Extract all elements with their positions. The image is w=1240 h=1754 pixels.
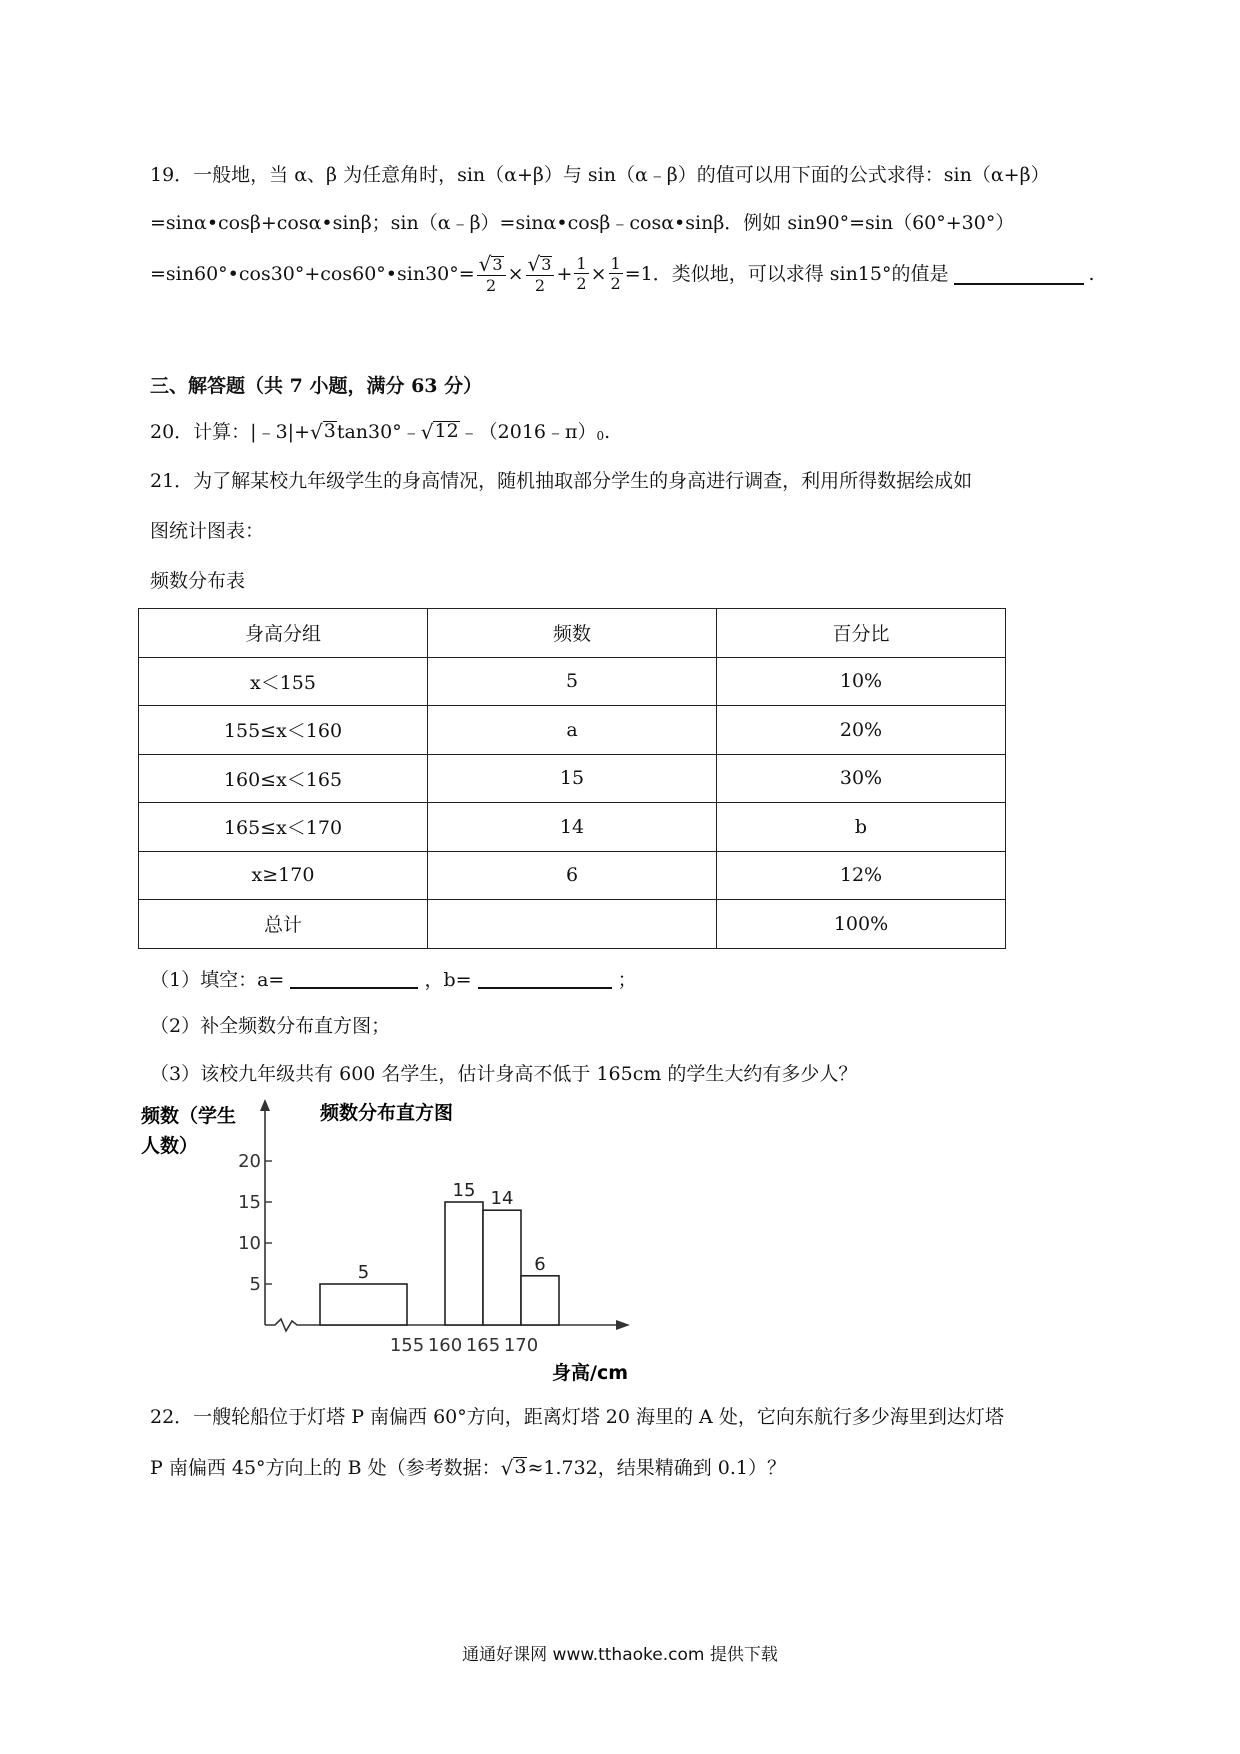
q21-sub-3: （3）该校九年级共有 600 名学生，估计身高不低于 165cm 的学生大约有多少人？ bbox=[150, 1063, 858, 1085]
q21-line-2: 图统计图表： bbox=[150, 520, 265, 542]
table-header-row bbox=[139, 609, 1006, 658]
x-axis-arrow bbox=[616, 1320, 630, 1330]
histogram-bar bbox=[445, 1202, 483, 1325]
x-tick-label: 165 bbox=[465, 1335, 501, 1356]
bar-value-label: 15 bbox=[452, 1180, 476, 1201]
table-cell: x≥170 bbox=[139, 851, 428, 900]
q22-line-1: 22．一艘轮船位于灯塔 P 南偏西 60°方向，距离灯塔 20 海里的 A 处，它向东航行多少海里到达灯塔 bbox=[150, 1406, 1004, 1428]
y-tick-label: 15 bbox=[238, 1192, 261, 1213]
q22-line-2-end: ≈1.732，结果精确到 0.1）？ bbox=[527, 1456, 787, 1479]
fraction-1-over-2: $\frac{1}{2}$ bbox=[610, 254, 621, 293]
q20-line bbox=[150, 421, 610, 442]
answer-blank-sin15[interactable] bbox=[954, 264, 1084, 285]
table-row bbox=[139, 803, 1006, 852]
table-header: 频数 bbox=[428, 609, 717, 658]
table-row bbox=[139, 851, 1006, 900]
sub1-a-label: （1）填空：a= bbox=[150, 969, 285, 991]
q19-line-3 bbox=[150, 254, 1095, 294]
fraction-sqrt3-over-2: √ 3 2 bbox=[526, 254, 555, 294]
y-tick-label: 10 bbox=[238, 1233, 261, 1254]
sqrt-3: √ 3 bbox=[500, 1455, 527, 1480]
table-row bbox=[139, 657, 1006, 706]
table-row bbox=[139, 706, 1006, 755]
y-axis-arrow bbox=[260, 1099, 270, 1111]
histogram-chart bbox=[140, 1095, 660, 1385]
x-tick-label: 160 bbox=[427, 1335, 463, 1356]
x-axis bbox=[265, 1319, 620, 1331]
times-sign: × bbox=[590, 262, 607, 285]
table-cell: 15 bbox=[428, 754, 717, 803]
histogram-bar bbox=[320, 1284, 407, 1325]
q19-line-3-start: =sin60°•cos30°+cos60°•sin30°= bbox=[150, 262, 475, 285]
table-cell: 155≤x＜160 bbox=[139, 706, 428, 755]
fraction-sqrt3-over-2: √ 3 2 bbox=[477, 254, 506, 294]
sub1-b-label: ，b= bbox=[424, 969, 472, 991]
table-cell: 14 bbox=[428, 803, 717, 852]
section-title: 三、解答题（共 7 小题，满分 63 分） bbox=[150, 375, 483, 397]
y-tick-label: 5 bbox=[249, 1274, 261, 1295]
answer-blank-b[interactable] bbox=[478, 968, 612, 989]
bar-value-label: 5 bbox=[357, 1262, 370, 1283]
table-cell: 5 bbox=[428, 657, 717, 706]
bar-value-label: 6 bbox=[534, 1253, 546, 1275]
table-cell: 6 bbox=[428, 851, 717, 900]
y-ticks bbox=[238, 1151, 272, 1295]
table-cell: 10% bbox=[717, 657, 1006, 706]
fraction-1-over-2: $\frac{1}{2}$ bbox=[576, 254, 587, 293]
table-header: 身高分组 bbox=[139, 609, 428, 658]
x-tick-label: 155 bbox=[389, 1335, 425, 1356]
table-cell: 165≤x＜170 bbox=[139, 803, 428, 852]
q20-mid: tan30°﹣ bbox=[336, 420, 421, 443]
chart-ylabel-line-2: 人数） bbox=[141, 1135, 199, 1157]
frequency-table bbox=[138, 608, 1006, 949]
q20-end: ﹣（2016﹣π） bbox=[459, 420, 597, 443]
table-cell: 160≤x＜165 bbox=[139, 754, 428, 803]
histogram-bar bbox=[483, 1210, 521, 1325]
q19-line-2: =sinα•cosβ+cosα•sinβ；sin（α﹣β）=sinα•cosβ﹣cosα•sinβ．例如 sin90°=sin（60°+30°） bbox=[150, 212, 1015, 234]
x-ticks bbox=[390, 1335, 538, 1356]
sub1-end: ； bbox=[617, 969, 637, 991]
table-cell: x＜155 bbox=[139, 657, 428, 706]
q20-period: . bbox=[604, 420, 611, 443]
chart-title: 频数分布直方图 bbox=[320, 1102, 454, 1124]
table-title: 频数分布表 bbox=[150, 570, 246, 592]
table-cell: 30% bbox=[717, 754, 1006, 803]
q20-prefix: 20．计算：|﹣3|+ bbox=[150, 420, 310, 443]
q21-line-1: 21．为了解某校九年级学生的身高情况，随机抽取部分学生的身高进行调查，利用所得数据绘成如 bbox=[150, 470, 973, 492]
plus-sign: + bbox=[556, 262, 573, 285]
table-cell: 总计 bbox=[139, 900, 428, 949]
sqrt-3: √ 3 bbox=[310, 419, 336, 444]
table-cell: 12% bbox=[717, 851, 1006, 900]
table-header: 百分比 bbox=[717, 609, 1006, 658]
q19-line-3-end: =1．类似地，可以求得 sin15°的值是 bbox=[624, 262, 949, 285]
times-sign: × bbox=[507, 262, 524, 285]
chart-ylabel-line-1: 频数（学生 bbox=[141, 1105, 237, 1127]
q21-sub-1 bbox=[150, 968, 637, 990]
bars bbox=[320, 1180, 559, 1325]
table-cell: a bbox=[428, 706, 717, 755]
footer-text: 通通好课网 www.tthaoke.com 提供下载 bbox=[462, 1645, 778, 1665]
sqrt-12: √ 12 bbox=[420, 419, 459, 444]
table-cell: 100% bbox=[717, 900, 1006, 949]
q22-line-2-start: P 南偏西 45°方向上的 B 处（参考数据： bbox=[150, 1456, 501, 1479]
table-row bbox=[139, 754, 1006, 803]
table-cell: b bbox=[717, 803, 1006, 852]
q21-sub-2: （2）补全频数分布直方图； bbox=[150, 1015, 391, 1037]
y-tick-label: 20 bbox=[238, 1151, 261, 1172]
q19-line-1: 19．一般地，当 α、β 为任意角时，sin（α+β）与 sin（α﹣β）的值可以用下面的公式求得：sin（α+β） bbox=[150, 164, 1050, 186]
answer-blank-a[interactable] bbox=[290, 968, 418, 989]
table-cell: 20% bbox=[717, 706, 1006, 755]
histogram-bar bbox=[521, 1276, 559, 1325]
q22-line-2 bbox=[150, 1457, 786, 1478]
x-tick-label: 170 bbox=[503, 1335, 539, 1356]
bar-value-label: 14 bbox=[490, 1188, 514, 1210]
table-row bbox=[139, 900, 1006, 949]
q20-exponent: 0 bbox=[596, 428, 605, 443]
table-cell bbox=[428, 900, 717, 949]
q19-period: . bbox=[1088, 262, 1095, 285]
chart-xlabel: 身高/cm bbox=[552, 1362, 629, 1384]
